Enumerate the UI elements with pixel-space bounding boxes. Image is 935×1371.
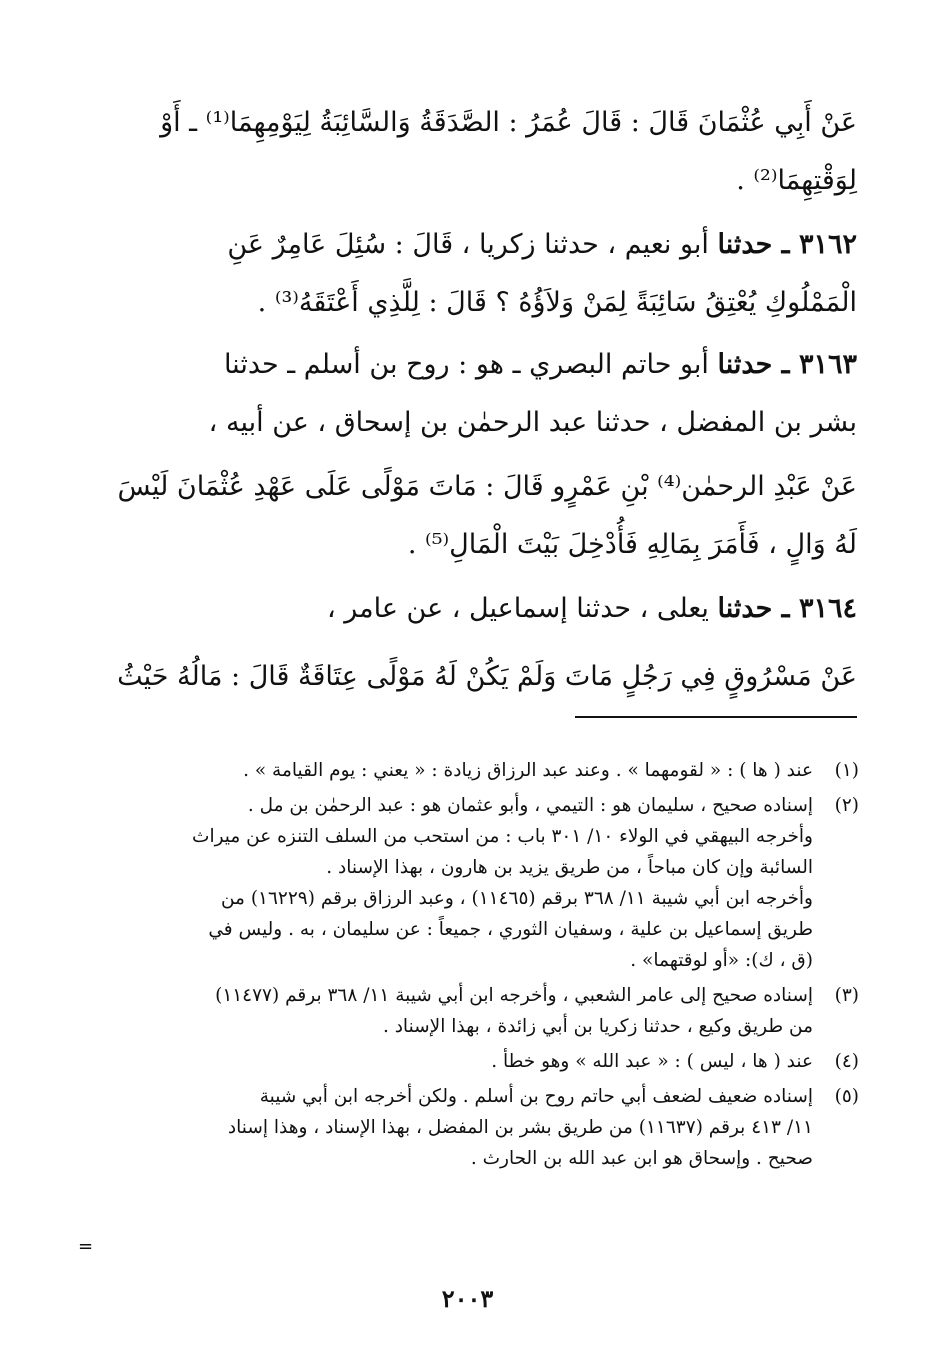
footnote-line: إسناده ضعيف لضعف أبي حاتم روح بن أسلم . ولكن أخرجه ابن أبي شيبة [259,1086,813,1107]
hadith-number: ٣١٦٤ ـ حدثنا [717,593,857,624]
footnote-line: (ق ، ك): «أو لوقتهما» . [630,950,813,971]
text-line: بشر بن المفضل ، حدثنا عبد الرحمٰن بن إسحاق ، عن أبيه ، [208,407,857,438]
footnote-3 [77,980,859,1042]
footnote-text [77,790,813,976]
footnote-4 [77,1046,859,1077]
text-line [79,336,857,394]
footnote-number: (٢) [834,795,859,816]
isnad-text: يعلى ، حدثنا إسماعيل ، عن عامر ، [326,593,718,624]
hadith-number: ٣١٦٣ ـ حدثنا [717,349,857,380]
text-line: عَنْ مَسْرُوقٍ فِي رَجُلٍ مَاتَ وَلَمْ يَكُنْ لَهُ مَوْلًى عِتَاقَةٌ قَالَ : مَالُهُ حَيْثُ [117,661,857,692]
footnote-text [77,1046,813,1077]
footnote-number: (٣) [834,985,859,1006]
hadith-text-1 [79,94,857,210]
footnote-line: صحيح . وإسحاق هو ابن عبد الله بن الحارث . [470,1148,813,1169]
footnote-line: ١١/ ٤١٣ برقم (١١٦٣٧) من طريق بشر بن المفضل ، بهذا الإسناد ، وهذا إسناد [227,1117,813,1138]
hadith-text-3163 [79,458,857,574]
footnote-1 [77,755,859,786]
text-line [79,216,857,274]
continuation-mark: = [78,1236,94,1257]
footnote-line: من طريق وكيع ، حدثنا زكريا بن أبي زائدة ، بهذا الإسناد . [382,1016,813,1037]
text-line: عَنْ أَبِي عُثْمَانَ قَالَ : قَالَ عُمَرُ : الصَّدَقَةُ وَالسَّائِبَةُ لِيَوْمِهِمَا⁽¹⁾ ـ أَوْ [160,107,857,138]
text-line: عَنْ عَبْدِ الرحمٰن⁽⁴⁾ بْنِ عَمْرٍو قَالَ : مَاتَ مَوْلًى عَلَى عَهْدِ عُثْمَانَ لَيْسَ [117,471,857,502]
footnote-text [77,1081,813,1174]
hadith-text-3164 [79,648,857,706]
hadith-3162 [79,216,857,332]
footnote-number: (٤) [834,1051,859,1072]
footnote-line: إسناده صحيح إلى عامر الشعبي ، وأخرجه ابن أبي شيبة ١١/ ٣٦٨ برقم (١١٤٧٧) [215,985,813,1006]
isnad-text: أبو حاتم البصري ـ هو : روح بن أسلم ـ حدثنا [223,349,718,380]
footnotes [77,755,859,1178]
footnote-line: إسناده صحيح ، سليمان هو : التيمي ، وأبو عثمان هو : عبد الرحمٰن بن مل . [247,795,813,816]
page-number: ٢٠٠٣ [441,1284,494,1313]
footnote-number: (٥) [834,1086,859,1107]
footnote-number: (١) [834,760,859,781]
hadith-3164 [79,580,857,638]
footnote-line: عند ( ها ، ليس ) : « عبد الله » وهو خطأ . [491,1051,813,1072]
hadith-3163 [79,336,857,452]
footnote-text [77,755,813,786]
isnad-text: أبو نعيم ، حدثنا زكريا ، قَالَ : سُئِلَ عَامِرٌ عَنِ [227,229,718,260]
footnote-separator [575,716,857,718]
footnote-line: وأخرجه البيهقي في الولاء ١٠/ ٣٠١ باب : من استحب من السلف التنزه عن ميراث [192,826,813,847]
text-line [79,580,857,638]
text-line: لَهُ وَالٍ ، فَأَمَرَ بِمَالِهِ فَأُدْخِلَ بَيْتَ الْمَالِ⁽⁵⁾ . [407,529,857,560]
footnote-text [77,980,813,1042]
footnote-line: طريق إسماعيل بن علية ، وسفيان الثوري ، جميعاً : عن سليمان ، به . وليس في [208,919,813,940]
hadith-number: ٣١٦٢ ـ حدثنا [717,229,857,260]
footnote-line: السائبة وإن كان مباحاً ، من طريق يزيد بن هارون ، بهذا الإسناد . [326,857,813,878]
footnote-5 [77,1081,859,1174]
footnote-line: عند ( ها ) : « لقومهما » . وعند عبد الرزاق زيادة : « يعني : يوم القيامة » . [243,760,813,781]
footnote-line: وأخرجه ابن أبي شيبة ١١/ ٣٦٨ برقم (١١٤٦٥) ، وعبد الرزاق برقم (١٦٢٢٩) من [220,888,813,909]
footnote-2 [77,790,859,976]
text-line: لِوَقْتِهِمَا⁽²⁾ . [736,165,857,196]
text-line: الْمَمْلُوكِ يُعْتِقُ سَائِبَةً لِمَنْ وَلاَؤُهُ ؟ قَالَ : لِلَّذِي أَعْتَقَهُ⁽³⁾ . [257,287,857,318]
